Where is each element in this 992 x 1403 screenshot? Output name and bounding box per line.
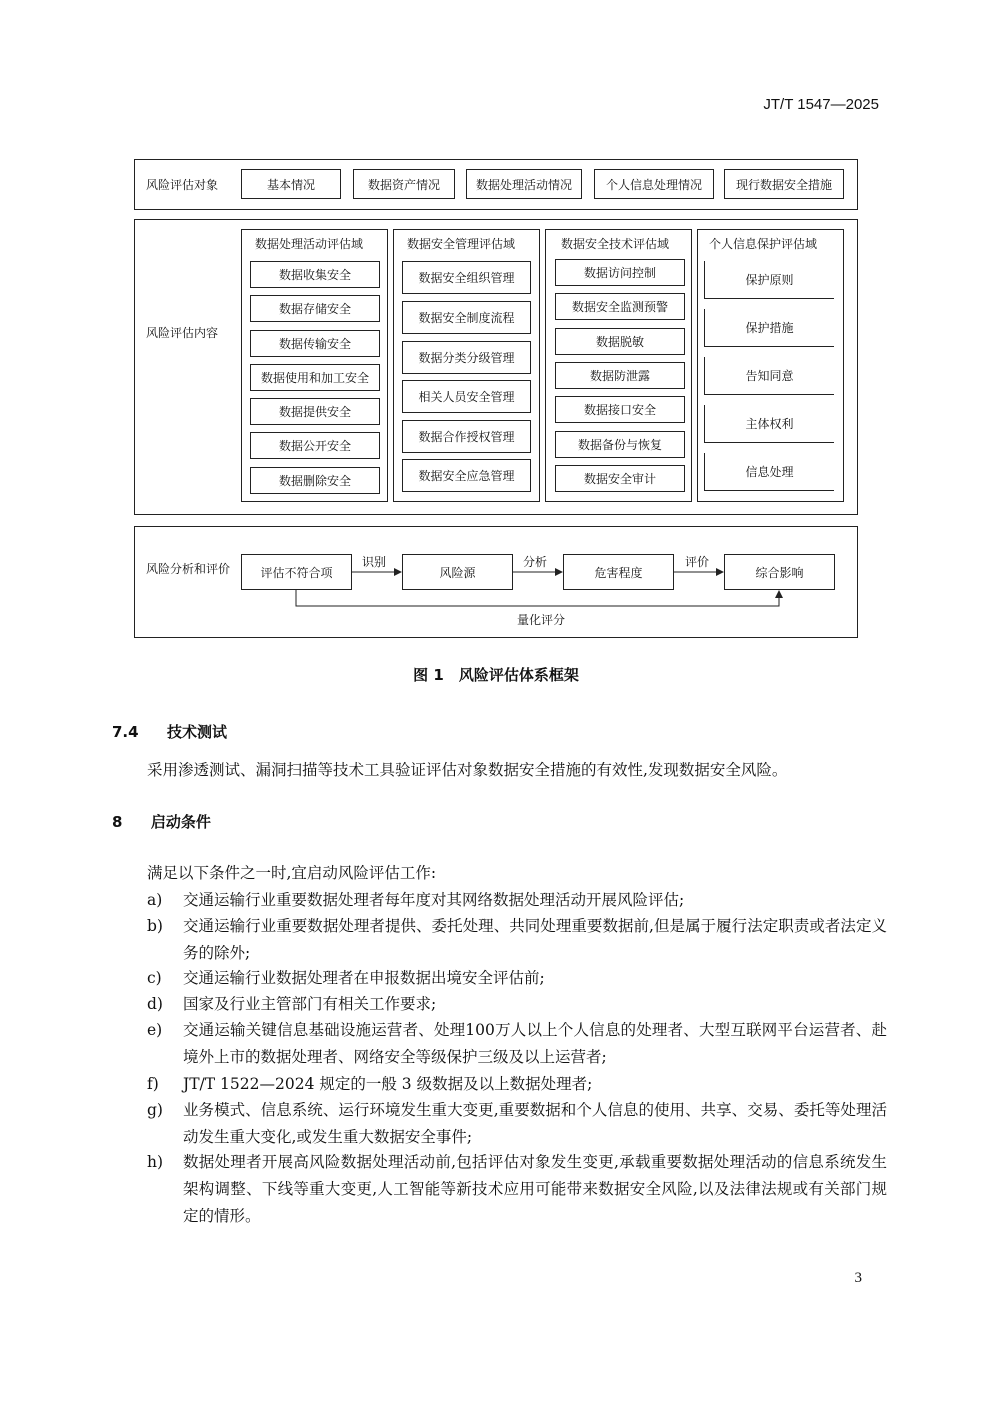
section-7-4-text: 采用渗透测试、漏洞扫描等技术工具验证评估对象数据安全措施的有效性,发现数据安全风险。	[147, 761, 788, 779]
section-title: 技术测试	[167, 723, 228, 741]
section-title: 启动条件	[150, 813, 211, 831]
domain-item: 数据脱敏	[555, 328, 685, 355]
domain-item: 数据删除安全	[250, 467, 380, 494]
domain-item: 数据备份与恢复	[555, 431, 685, 458]
domain-title: 个人信息保护评估域	[709, 237, 818, 251]
list-marker: h)	[147, 1153, 164, 1171]
flow-node: 综合影响	[724, 554, 835, 590]
quantified-score-label: 量化评分	[517, 613, 566, 627]
doc-id: JT/T 1547—2025	[763, 96, 879, 113]
domain-item: 数据接口安全	[555, 396, 685, 423]
domain-title: 数据安全技术评估域	[561, 237, 670, 251]
list-text: 交通运输行业重要数据处理者每年度对其网络数据处理活动开展风险评估;	[183, 891, 685, 909]
domain-item: 数据安全监测预警	[555, 293, 685, 320]
list-marker: a)	[147, 891, 163, 909]
list-text: 交通运输关键信息基础设施运营者、处理100万人以上个人信息的处理者、大型互联网平台运营者、赴境外上市的数据处理者、网络安全等级保护三级及以上运营者;	[183, 1021, 887, 1066]
assessment-content-label: 风险评估内容	[146, 326, 219, 340]
list-marker: e)	[147, 1021, 163, 1039]
domain-item: 数据访问控制	[555, 259, 685, 286]
list-marker: f)	[147, 1075, 159, 1093]
domain-item: 数据合作授权管理	[402, 420, 531, 453]
list-item	[147, 1149, 887, 1230]
domain-item: 数据安全审计	[555, 465, 685, 492]
object-item: 现行数据安全措施	[724, 169, 844, 199]
list-text: JT/T 1522—2024 规定的一般 3 级数据及以上数据处理者;	[183, 1075, 593, 1093]
domain-item: 数据公开安全	[250, 432, 380, 459]
list-marker: c)	[147, 969, 162, 987]
section-number: 8	[112, 813, 123, 831]
list-text: 数据处理者开展高风险数据处理活动前,包括评估对象发生变更,承载重要数据处理活动的信息系统发生架构调整、下线等重大变更,人工智能等新技术应用可能带来数据安全风险,以及法律法规或有关部门规定的情形。	[183, 1153, 887, 1225]
list-item	[147, 1017, 887, 1071]
domain-item: 数据存储安全	[250, 295, 380, 322]
list-item	[147, 887, 887, 914]
flow-arrows	[0, 0, 992, 700]
list-text: 国家及行业主管部门有相关工作要求;	[183, 995, 437, 1013]
domain-title: 数据安全管理评估域	[407, 237, 516, 251]
figure-caption: 图 1 风险评估体系框架	[413, 666, 579, 684]
list-marker: b)	[147, 917, 163, 935]
domain-item: 主体权利	[704, 405, 834, 443]
domain-item: 数据安全应急管理	[402, 459, 531, 492]
domain-item: 数据防泄露	[555, 362, 685, 389]
domain-item: 数据安全组织管理	[402, 261, 531, 294]
domain-item: 数据安全制度流程	[402, 301, 531, 334]
list-text: 交通运输行业数据处理者在申报数据出境安全评估前;	[183, 969, 545, 987]
list-text: 业务模式、信息系统、运行环境发生重大变更,重要数据和个人信息的使用、共享、交易、委托等处理活动发生重大变化,或发生重大数据安全事件;	[183, 1101, 887, 1146]
domain-item: 数据收集安全	[250, 261, 380, 288]
object-item: 数据资产情况	[353, 169, 455, 199]
list-item	[147, 991, 887, 1018]
list-marker: g)	[147, 1101, 163, 1119]
list-item	[147, 913, 887, 967]
flow-node: 风险源	[402, 554, 513, 590]
flow-edge-label: 识别	[362, 555, 387, 569]
analysis-label: 风险分析和评价	[146, 562, 231, 576]
section-number: 7.4	[112, 723, 139, 741]
list-item	[147, 1097, 887, 1151]
domain-item: 保护原则	[704, 261, 834, 299]
flow-node: 评估不符合项	[241, 554, 352, 590]
flow-edge-label: 分析	[523, 555, 548, 569]
domain-item: 相关人员安全管理	[402, 380, 531, 413]
object-item: 基本情况	[241, 169, 341, 199]
feedback-arrow	[296, 590, 779, 606]
domain-title: 数据处理活动评估域	[255, 237, 364, 251]
domain-item: 数据使用和加工安全	[250, 364, 380, 391]
domain-item: 数据传输安全	[250, 330, 380, 357]
domain-item: 数据分类分级管理	[402, 341, 531, 374]
assessment-object-label: 风险评估对象	[146, 178, 219, 192]
list-marker: d)	[147, 995, 163, 1013]
list-text: 交通运输行业重要数据处理者提供、委托处理、共同处理重要数据前,但是属于履行法定职责或者法定义务的除外;	[183, 917, 887, 962]
section-8-intro: 满足以下条件之一时,宜启动风险评估工作:	[147, 864, 437, 882]
section-heading-8	[112, 811, 211, 832]
object-item: 数据处理活动情况	[466, 169, 582, 199]
section-heading-7-4	[112, 721, 227, 742]
object-item: 个人信息处理情况	[594, 169, 714, 199]
domain-item: 数据提供安全	[250, 398, 380, 425]
flow-edge-label: 评价	[685, 555, 710, 569]
page-number: 3	[854, 1270, 862, 1286]
list-item	[147, 1071, 887, 1098]
domain-item: 信息处理	[704, 453, 834, 491]
domain-item: 告知同意	[704, 357, 834, 395]
list-item	[147, 965, 887, 992]
domain-item: 保护措施	[704, 309, 834, 347]
flow-node: 危害程度	[563, 554, 674, 590]
